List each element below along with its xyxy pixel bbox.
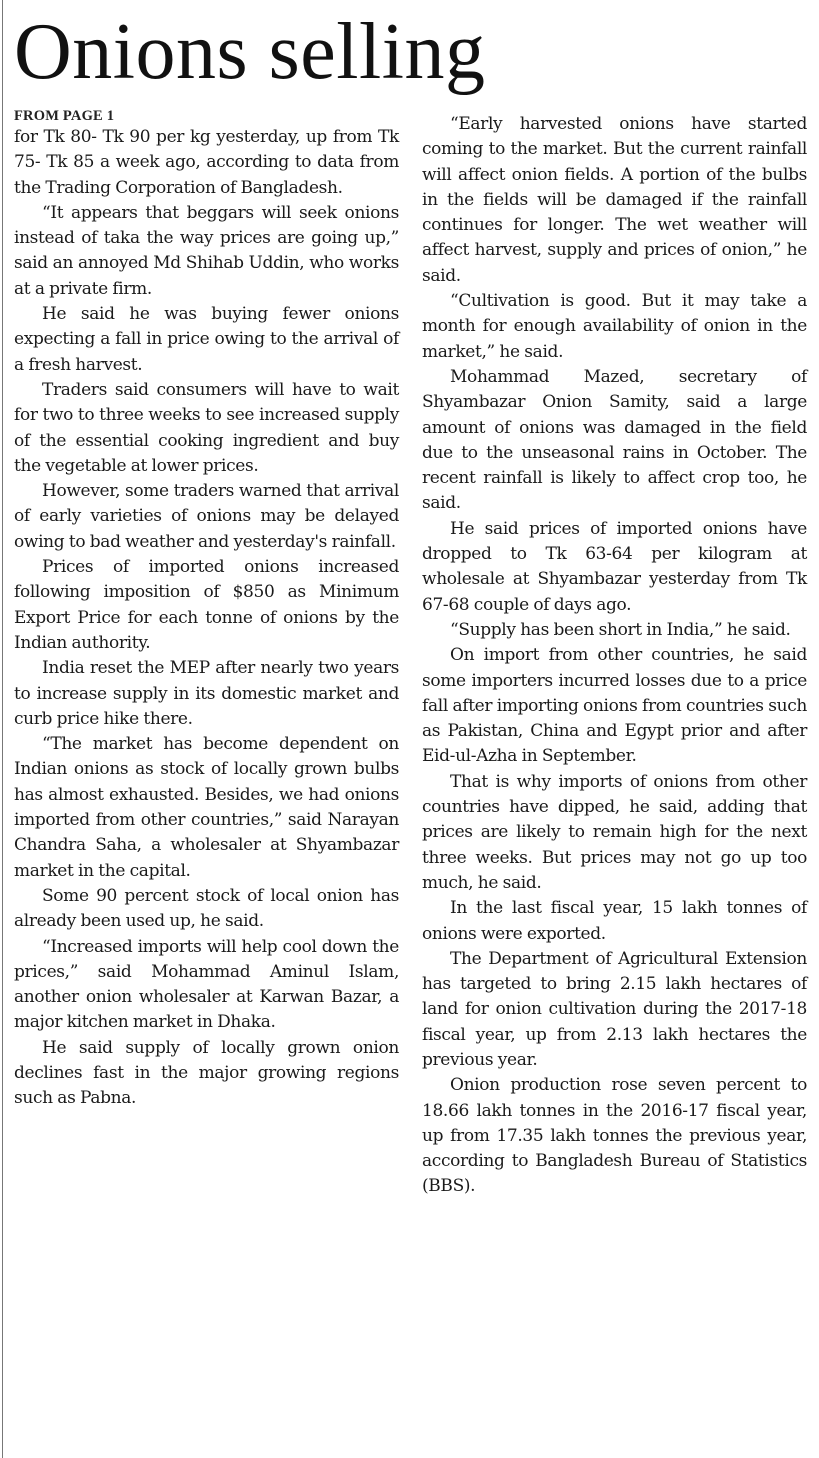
paragraph: for Tk 80- Tk 90 per kg yesterday, up from Tk 75- Tk 85 a week ago, according to data from the Trading Corporation of Bangladesh. [14, 127, 399, 198]
paragraph: “Increased imports will help cool down the prices,” said Mohammad Aminul Islam, another onion wholesaler at Karwan Bazar, a major kitchen market in Dhaka. [14, 936, 399, 1033]
paragraph: Some 90 percent stock of local onion has already been used up, he said. [14, 885, 399, 932]
paragraph: That is why imports of onions from other countries have dipped, he said, adding that prices are likely to remain high for the next three weeks. But prices may not go up too much, he said. [422, 771, 807, 893]
paragraph: Prices of imported onions increased following imposition of $850 as Minimum Export Price for each tonne of onions by the Indian authority. [14, 557, 399, 653]
continuation-label: FROM PAGE 1 [14, 108, 115, 124]
headline: Onions selling [14, 8, 486, 96]
paragraph: He said supply of locally grown onion declines fast in the major growing regions such as Pabna. [14, 1037, 399, 1109]
paragraph: Onion production rose seven percent to 18.66 lakh tonnes in the 2016-17 fiscal year, up from 17.35 lakh tonnes the previous year, according to Bangladesh Bureau of Statistics (BBS). [422, 1075, 807, 1197]
paragraph: “Cultivation is good. But it may take a month for enough availability of onion in the market,” he said. [422, 291, 807, 362]
paragraph: The Department of Agricultural Extension has targeted to bring 2.15 lakh hectares of land for onion cultivation during the 2017-18 fiscal year, up from 2.13 lakh hectares the previous year. [422, 948, 807, 1070]
paragraph: However, some traders warned that arrival of early varieties of onions may be delayed owing to bad weather and yesterday's rainfall. [14, 481, 399, 552]
paragraph: Mohammad Mazed, secretary of Shyambazar Onion Samity, said a large amount of onions was damaged in the field due to the unseasonal rains in October. The recent rainfall is likely to affect crop too, he said. [422, 366, 807, 514]
column-rule [2, 0, 3, 1458]
paragraph: India reset the MEP after nearly two years to increase supply in its domestic market and curb price hike there. [14, 658, 399, 729]
paragraph: Traders said consumers will have to wait for two to three weeks to see increased supply of the essential cooking ingredient and buy the vegetable at lower prices. [14, 379, 399, 476]
paragraph: He said prices of imported onions have dropped to Tk 63-64 per kilogram at wholesale at Shyambazar yesterday from Tk 67-68 couple of days ago. [422, 518, 807, 615]
paragraph: “It appears that beggars will seek onions instead of taka the way prices are going up,” said an annoyed Md Shihab Uddin, who works at a private firm. [14, 202, 399, 299]
paragraph: “Supply has been short in India,” he said. [450, 619, 791, 640]
paragraph: “The market has become dependent on Indian onions as stock of locally grown bulbs has almost exhausted. Besides, we had onions imported from other countries,” said Narayan Chandra Saha, a wholesaler at Shyambazar market in the capital. [14, 734, 399, 881]
paragraph: In the last fiscal year, 15 lakh tonnes of onions were exported. [422, 898, 807, 944]
paragraph: He said he was buying fewer onions expecting a fall in price owing to the arrival of a fresh harvest. [14, 304, 399, 375]
paragraph: “Early harvested onions have started coming to the market. But the current rainfall will affect onion fields. A portion of the bulbs in the fields will be damaged if the rainfall continues for longer. The wet weather will affect harvest, supply and prices of onion,” he said. [422, 114, 807, 286]
article-column-left [14, 108, 399, 1112]
paragraph: On import from other countries, he said some importers incurred losses due to a price fall after importing onions from countries such as Pakistan, China and Egypt prior and after Eid-ul-Azha in September. [422, 645, 807, 767]
article-column-right [422, 112, 807, 1200]
